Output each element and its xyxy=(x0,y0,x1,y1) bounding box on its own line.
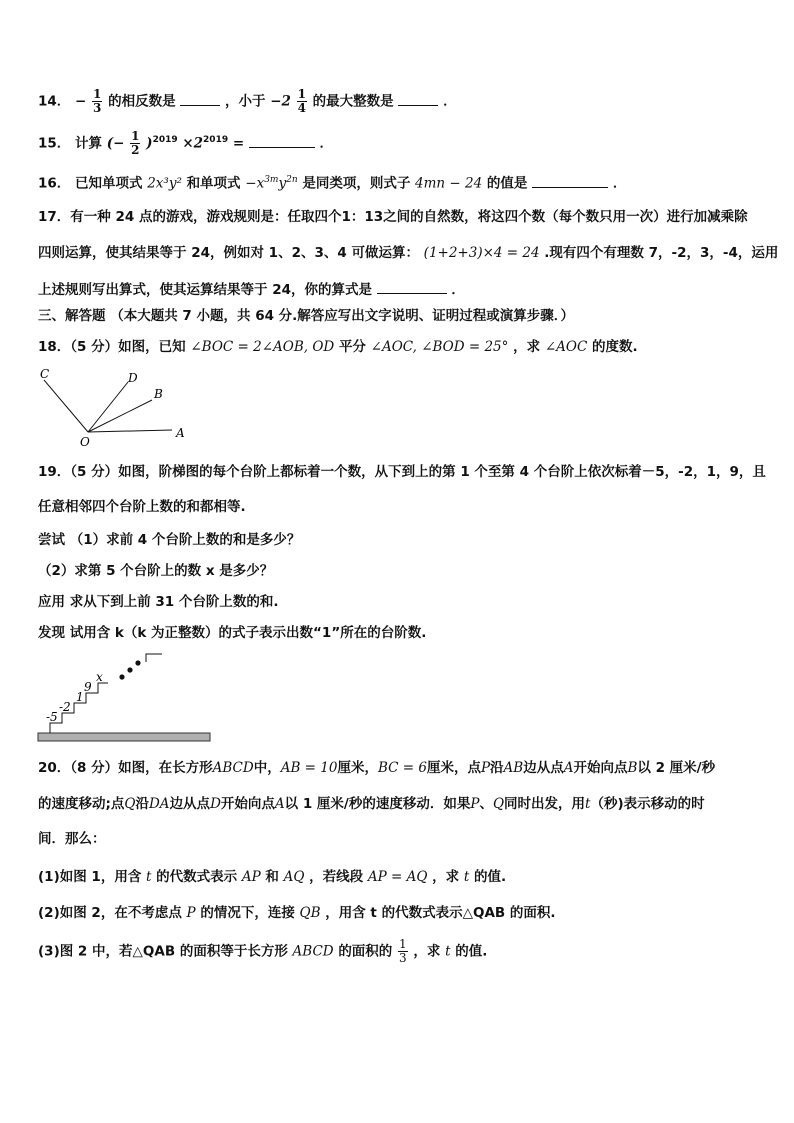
answer-blank[interactable] xyxy=(532,173,608,188)
math-expression: Q xyxy=(492,796,505,812)
question-text: 和 xyxy=(265,869,279,885)
ray-od xyxy=(88,382,128,432)
fraction-one-quarter xyxy=(297,88,307,115)
question-text: 已知单项式 xyxy=(75,175,143,192)
math-expression: AP xyxy=(241,869,261,885)
fraction-numerator: 1 xyxy=(399,937,407,951)
question-text: ，若线段 xyxy=(309,869,364,885)
math-expression: AQ xyxy=(283,869,305,885)
math-expression: ABCD xyxy=(212,760,254,776)
fraction-one-third xyxy=(92,88,102,115)
question-text: 是同类项，则式子 xyxy=(302,175,411,192)
question-20-part-2 xyxy=(38,903,556,923)
exponent: 2019 xyxy=(203,135,229,145)
question-text: 上述规则写出算式，使其运算结果等于 24，你的算式是 xyxy=(38,282,372,298)
fraction-denominator: 4 xyxy=(297,101,306,115)
question-text: 18．（5 分）如图，已知 xyxy=(38,339,186,355)
fraction-numerator: 1 xyxy=(297,87,306,101)
question-text: 的代数式表示 xyxy=(156,869,238,885)
section-heading: 三、解答题 （本大题共 7 小题，共 64 分.解答应写出文字说明、证明过程或演算步骤．） xyxy=(38,308,575,324)
equals-sign: = xyxy=(232,135,249,152)
math-paren: (− xyxy=(106,135,125,152)
step-label-3: 1 xyxy=(76,690,84,704)
ray-ob xyxy=(88,400,152,432)
question-14 xyxy=(38,88,457,115)
step-label-5: x xyxy=(96,670,103,684)
exponent: 2n xyxy=(286,175,298,185)
math-expression: QB xyxy=(299,905,321,921)
question-text: 厘米，点 xyxy=(426,760,481,776)
question-text: ，求 xyxy=(413,943,441,960)
math-expression: 4mn − 24 xyxy=(415,175,483,192)
math-expression: ∠AOC xyxy=(544,339,588,355)
question-20-line-3: 间．那么： xyxy=(38,831,106,847)
question-text: 的值是 xyxy=(486,175,528,192)
question-19-part-2: （2）求第 5 个台阶上的数 x 是多少？ xyxy=(38,563,274,579)
question-text: 和单项式 xyxy=(186,175,241,192)
math-expression: (1+2+3)×4 = 24 xyxy=(423,245,540,261)
question-20-part-1 xyxy=(38,867,506,887)
question-text: 边从点 xyxy=(169,796,211,812)
ground-bar xyxy=(38,733,210,741)
question-text: 的最大整数是 xyxy=(312,93,394,110)
math-expression: t xyxy=(146,869,152,885)
math-expression: A xyxy=(563,760,574,776)
math-expression: D xyxy=(210,796,221,812)
question-number: 15． xyxy=(38,135,71,152)
question-text: (3)图 2 中，若△QAB 的面积等于长方形 xyxy=(38,943,288,960)
question-text: 的度数. xyxy=(591,339,638,355)
question-text: (2)如图 2，在不考虑点 xyxy=(38,905,182,921)
question-19-discover: 发现 试用含 k（k 为正整数）的式子表示出数“1”所在的台阶数. xyxy=(38,625,427,641)
question-text: 的值. xyxy=(473,869,507,885)
stair-top xyxy=(146,654,162,662)
math-expression: t xyxy=(463,869,470,885)
fraction-denominator: 2 xyxy=(131,143,140,157)
exponent: 3m xyxy=(264,175,279,185)
ellipsis-dot xyxy=(135,660,140,665)
math-expression: P xyxy=(470,796,480,812)
answer-blank[interactable] xyxy=(377,279,447,294)
period: ． xyxy=(451,282,465,298)
question-text: 四则运算，使其结果等于 24，例如对 1、2、3、4 可做运算： xyxy=(38,245,419,261)
question-text: 沿 xyxy=(490,760,504,776)
period: ． xyxy=(443,93,457,110)
math-paren: ) xyxy=(146,135,153,152)
question-15 xyxy=(38,130,333,157)
question-text: 开始向点 xyxy=(573,760,628,776)
fraction-denominator: 3 xyxy=(93,101,102,115)
math-expression: ×2 xyxy=(182,135,204,152)
question-17-line-3 xyxy=(38,279,465,300)
label-b: B xyxy=(154,387,163,401)
question-text: 开始向点 xyxy=(220,796,275,812)
math-expression: AB xyxy=(503,760,524,776)
fraction-one-half xyxy=(130,130,140,157)
mixed-number-whole: −2 xyxy=(270,93,291,110)
answer-blank[interactable] xyxy=(180,91,220,106)
ray-oc xyxy=(44,380,88,432)
question-text: ，求 xyxy=(513,339,541,355)
label-d: D xyxy=(128,371,138,385)
math-expression: B xyxy=(627,760,638,776)
question-text: 的情况下，连接 xyxy=(200,905,295,921)
question-18 xyxy=(38,337,638,357)
fraction-denominator: 3 xyxy=(399,951,407,965)
math-expression: y xyxy=(278,175,287,192)
question-text: （秒)表示移动的时 xyxy=(590,796,705,812)
question-text: ，用含 t 的代数式表示△QAB 的面积. xyxy=(325,905,556,921)
question-text: 的速度移动;点 xyxy=(38,796,125,812)
math-expression: ∠BOC = 2∠AOB, OD xyxy=(190,339,335,355)
question-text: 以 2 厘米/秒 xyxy=(637,760,716,776)
step-label-2: -2 xyxy=(59,700,71,714)
question-20-part-3 xyxy=(38,938,487,965)
math-expression: AB = 10 xyxy=(280,760,338,776)
question-text: 计算 xyxy=(75,135,102,152)
question-19-apply: 应用 求从下到上前 31 个台阶上数的和. xyxy=(38,594,279,610)
question-text: (1)如图 1，用含 xyxy=(38,869,142,885)
math-expression: t xyxy=(445,943,451,960)
minus-sign: − xyxy=(75,93,87,110)
question-text: .现有四个有理数 7，-2，3，-4，运用 xyxy=(544,245,779,261)
math-expression: A xyxy=(274,796,285,812)
question-text: ，求 xyxy=(432,869,460,885)
ray-oa xyxy=(88,430,172,432)
question-number: 14． xyxy=(38,93,71,110)
fraction-numerator: 1 xyxy=(93,87,102,101)
angle-figure xyxy=(36,364,196,450)
math-expression: −x xyxy=(245,175,265,192)
question-text: 厘米， xyxy=(337,760,378,776)
math-expression: DA xyxy=(148,796,170,812)
answer-blank[interactable] xyxy=(249,133,315,148)
step-label-1: -5 xyxy=(46,710,58,724)
ellipsis-dot xyxy=(119,674,124,679)
period: ． xyxy=(612,175,627,192)
ellipsis-dot xyxy=(127,667,132,672)
label-c: C xyxy=(40,367,50,381)
fraction-numerator: 1 xyxy=(131,129,140,143)
math-expression: P xyxy=(186,905,196,921)
label-a: A xyxy=(176,426,185,440)
math-expression: BC = 6 xyxy=(377,760,427,776)
math-expression: P xyxy=(480,760,491,776)
question-text: ，小于 xyxy=(224,93,266,110)
math-expression: Q xyxy=(124,796,136,812)
question-text: 的值. xyxy=(455,943,488,960)
math-expression: ∠AOC, ∠BOD = 25° xyxy=(370,339,509,355)
question-text: 的面积的 xyxy=(338,943,393,960)
question-20-line-1 xyxy=(38,758,715,778)
exponent: 2019 xyxy=(152,135,178,145)
question-20-line-2 xyxy=(38,794,705,814)
math-expression: t xyxy=(585,796,591,812)
question-text: 沿 xyxy=(135,796,149,812)
question-text: 的相反数是 xyxy=(108,93,176,110)
question-text: 以 1 厘米/秒的速度移动．如果 xyxy=(284,796,471,812)
answer-blank[interactable] xyxy=(398,91,438,106)
question-text: 中， xyxy=(253,760,281,776)
label-o: O xyxy=(80,435,90,449)
fraction-one-third xyxy=(398,938,408,965)
period: ． xyxy=(319,135,334,152)
step-label-4: 9 xyxy=(84,680,92,694)
question-text: 、 xyxy=(479,796,493,812)
question-19-line-2: 任意相邻四个台阶上数的和都相等. xyxy=(38,499,246,515)
question-number: 16． xyxy=(38,175,71,192)
question-16 xyxy=(38,170,626,194)
question-19-part-1: 尝试 （1）求前 4 个台阶上数的和是多少？ xyxy=(38,532,301,548)
question-text: 边从点 xyxy=(523,760,564,776)
math-expression: AP = AQ xyxy=(367,869,428,885)
question-text: 同时出发，用 xyxy=(504,796,586,812)
question-19-line-1: 19．（5 分）如图，阶梯图的每个台阶上都标着一个数，从下到上的第 1 个至第 4 个台阶上依次标着－5，-2，1，9，且 xyxy=(38,464,766,480)
math-expression: 2x³y² xyxy=(147,175,182,192)
question-17-line-1: 17．有一种 24 点的游戏，游戏规则是：任取四个1：13之间的自然数，将这四个数（每个数只用一次）进行加减乘除 xyxy=(38,209,748,225)
question-text: 20．（8 分）如图，在长方形 xyxy=(38,760,213,776)
question-text: 平分 xyxy=(338,339,366,355)
math-expression: ABCD xyxy=(292,943,334,960)
staircase-figure xyxy=(36,650,216,744)
question-17-line-2 xyxy=(38,243,778,263)
